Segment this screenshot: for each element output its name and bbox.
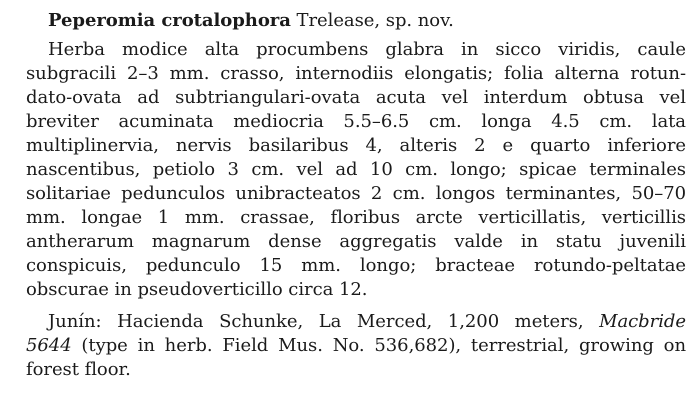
description-line: obscurae in pseudoverticillo circa 12. — [26, 279, 368, 300]
description-line: solitariae pedunculos unibracteatos 2 cm. longos terminantes, 50–70 — [26, 183, 686, 204]
specimen-line — [26, 335, 686, 357]
species-authority: Trelease, sp. nov. — [290, 10, 454, 31]
specimen-details: (type in herb. Field Mus. No. 536,682), terrestrial, growing on — [71, 335, 686, 356]
description-line: subgracili 2–3 mm. crasso, internodiis elongatis; folia alterna rotun- — [26, 63, 686, 84]
description-line: mm. longae 1 mm. crassae, floribus arcte verticillatis, verticillis — [26, 207, 686, 228]
specimen-line — [48, 311, 686, 333]
species-name: Peperomia crotalophora — [48, 10, 291, 31]
description-line: conspicuis, pedunculo 15 mm. longo; bracteae rotundo-peltatae — [26, 255, 686, 276]
locality-text: Junín: Hacienda Schunke, La Merced, 1,200 meters, — [48, 311, 600, 332]
collection-number: 5644 — [26, 335, 72, 356]
description-line: nascentibus, petiolo 3 cm. vel ad 10 cm. longo; spicae terminales — [26, 159, 686, 180]
description-line: Herba modice alta procumbens glabra in sicco viridis, caule — [48, 39, 686, 60]
description-line: dato-ovata ad subtriangulari-ovata acuta vel interdum obtusa vel — [26, 87, 686, 108]
specimen-line: forest floor. — [26, 359, 131, 380]
collector-name: Macbride — [599, 311, 686, 332]
description-line: antherarum magnarum dense aggregatis valde in statu juvenili — [26, 231, 686, 252]
species-heading — [48, 10, 686, 32]
description-line: multiplinervia, nervis basilaribus 4, alteris 2 e quarto inferiore — [26, 135, 686, 156]
description-line: breviter acuminata mediocria 5.5–6.5 cm. longa 4.5 cm. lata — [26, 111, 686, 132]
